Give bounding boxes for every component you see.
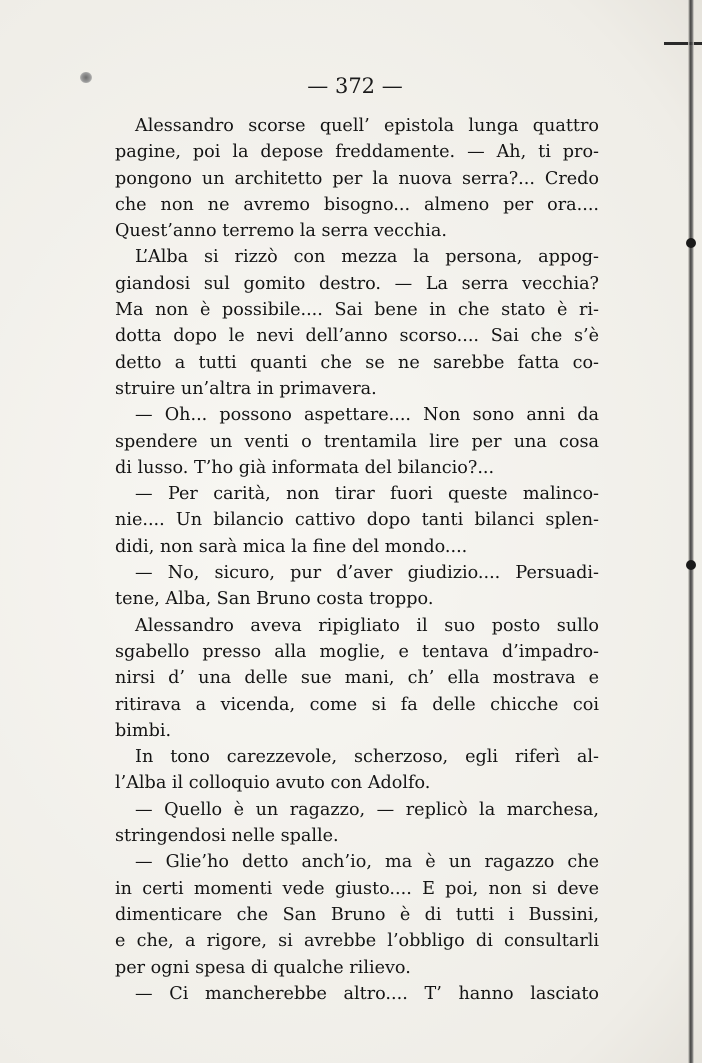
- text-line: nie.... Un bilancio cattivo dopo tanti bilanci splen-: [115, 510, 599, 531]
- binding-dot: [686, 560, 696, 570]
- text-line: in certi momenti vede giusto.... E poi, non si deve: [115, 878, 599, 899]
- text-line: — No, sicuro, pur d’aver giudizio.... Persuadi-: [135, 563, 599, 584]
- text-line: sgabello presso alla moglie, e tentava d’impadro-: [115, 641, 599, 662]
- text-line: detto a tutti quanti che se ne sarebbe fatta co-: [115, 352, 599, 373]
- page-number: — 372 —: [307, 74, 403, 98]
- text-line: giandosi sul gomito destro. — La serra vecchia?: [115, 273, 599, 294]
- text-line: per ogni spesa di qualche rilievo.: [115, 957, 411, 978]
- text-line: dimenticare che San Bruno è di tutti i Bussini,: [115, 904, 599, 925]
- page-binding-edge: [688, 0, 694, 1063]
- text-line: che non ne avremo bisogno... almeno per ora....: [115, 194, 599, 215]
- text-line: l’Alba il colloquio avuto con Adolfo.: [115, 773, 431, 794]
- text-line: dotta dopo le nevi dell’anno scorso.... Sai che s’è: [115, 326, 599, 347]
- text-line: spendere un venti o trentamila lire per una cosa: [115, 431, 599, 452]
- text-line: ritirava a vicenda, come si fa delle chicche coi: [115, 694, 599, 715]
- text-line: tene, Alba, San Bruno costa troppo.: [115, 589, 434, 610]
- text-line: — Per carità, non tirar fuori queste malinco-: [135, 484, 599, 505]
- text-line: Quest’anno terremo la serra vecchia.: [115, 221, 447, 242]
- text-line: di lusso. T’ho già informata del bilancio?...: [115, 457, 495, 478]
- binding-edge-mark: [664, 42, 702, 45]
- text-line: L’Alba si rizzò con mezza la persona, appog-: [135, 247, 599, 268]
- text-line: — Oh... possono aspettare.... Non sono anni da: [135, 405, 599, 426]
- text-line: pongono un architetto per la nuova serra?... Credo: [115, 168, 599, 189]
- binding-dot: [686, 238, 696, 248]
- text-line: Ma non è possibile.... Sai bene in che stato è ri-: [115, 300, 599, 321]
- text-line: pagine, poi la depose freddamente. — Ah, ti pro-: [115, 142, 599, 163]
- text-line: bimbi.: [115, 720, 172, 741]
- text-line: Alessandro aveva ripigliato il suo posto sullo: [135, 615, 599, 636]
- text-line: — Glie’ho detto anch’io, ma è un ragazzo che: [135, 852, 599, 873]
- text-line: e che, a rigore, si avrebbe l’obbligo di consultarli: [115, 931, 599, 952]
- text-line: — Quello è un ragazzo, — replicò la marchesa,: [135, 799, 599, 820]
- text-line: nirsi d’ una delle sue mani, ch’ ella mostrava e: [115, 668, 599, 689]
- body-text: [115, 113, 599, 1007]
- text-line: Alessandro scorse quell’ epistola lunga quattro: [135, 116, 599, 136]
- text-line: didi, non sarà mica la fine del mondo....: [115, 536, 468, 557]
- text-line: — Ci mancherebbe altro.... T’ hanno lasciato: [135, 983, 599, 1004]
- text-line: In tono carezzevole, scherzoso, egli riferì al-: [135, 747, 599, 768]
- text-line: stringendosi nelle spalle.: [115, 826, 339, 847]
- text-line: struire un’altra in primavera.: [115, 378, 377, 399]
